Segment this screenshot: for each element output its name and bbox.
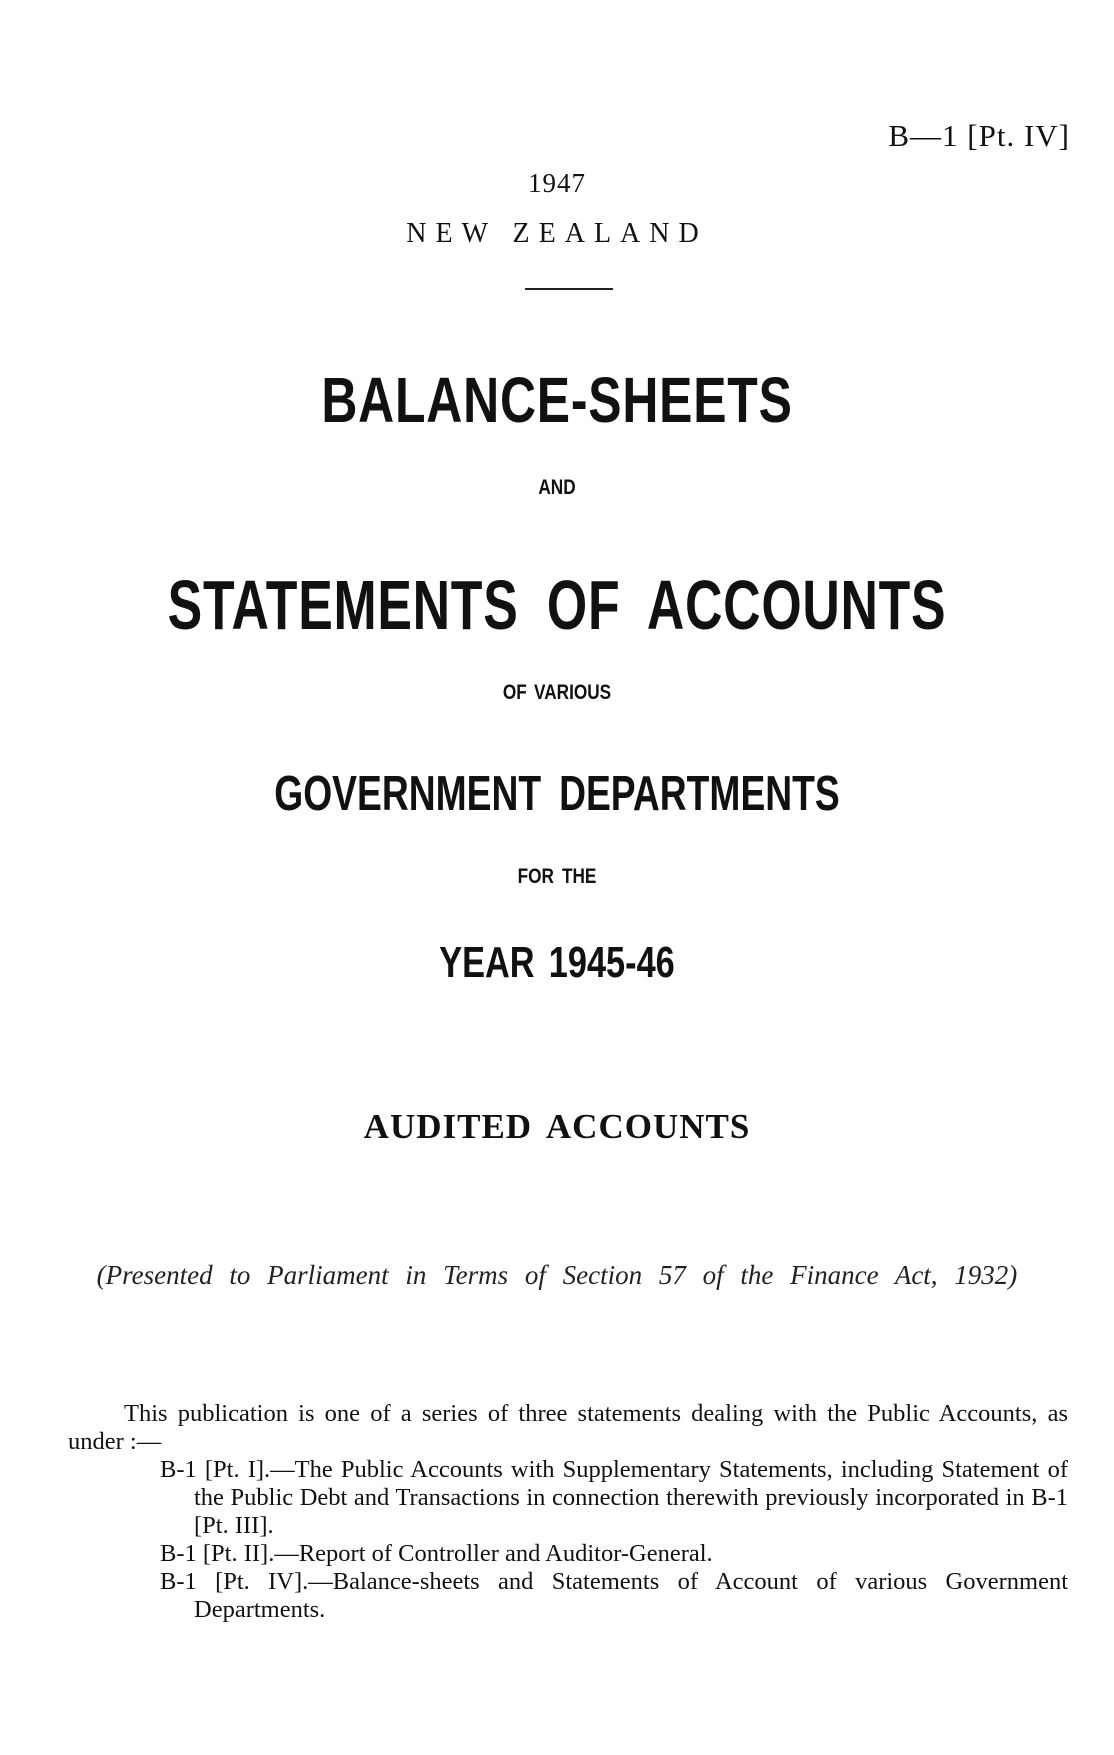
connector-for-the: FOR THE [517, 865, 597, 888]
title-statements-of-accounts: STATEMENTS OF ACCOUNTS [167, 566, 947, 644]
country-heading: NEW ZEALAND [406, 218, 708, 249]
series-description [68, 1400, 1068, 1624]
connector-of-various: OF VARIOUS [502, 681, 612, 704]
publication-year: 1947 [528, 168, 586, 198]
title-year: YEAR 1945-46 [439, 938, 675, 987]
list-item: B-1 [Pt. I].—The Public Accounts with Supplementary Statements, including Statement of the Public Debt and Transactions in connection therewith previously incorporated in B-1 [Pt. III]. [160, 1456, 1068, 1539]
subtitle-audited-accounts: AUDITED ACCOUNTS [363, 1107, 751, 1146]
document-reference: B—1 [Pt. IV] [888, 118, 1070, 153]
list-item: B-1 [Pt. IV].—Balance-sheets and Statements of Account of various Government Departments. [160, 1568, 1068, 1623]
title-government-departments: GOVERNMENT DEPARTMENTS [274, 767, 840, 821]
list-item: B-1 [Pt. II].—Report of Controller and Auditor-General. [160, 1540, 713, 1567]
connector-and: AND [538, 476, 576, 499]
intro-paragraph: This publication is one of a series of three statements dealing with the Public Accounts, as under :— [68, 1400, 1068, 1455]
presented-note: (Presented to Parliament in Terms of Section 57 of the Finance Act, 1932) [96, 1260, 1018, 1290]
divider-rule [525, 288, 613, 290]
title-balance-sheets: BALANCE-SHEETS [321, 364, 793, 436]
series-list [68, 1456, 1068, 1624]
